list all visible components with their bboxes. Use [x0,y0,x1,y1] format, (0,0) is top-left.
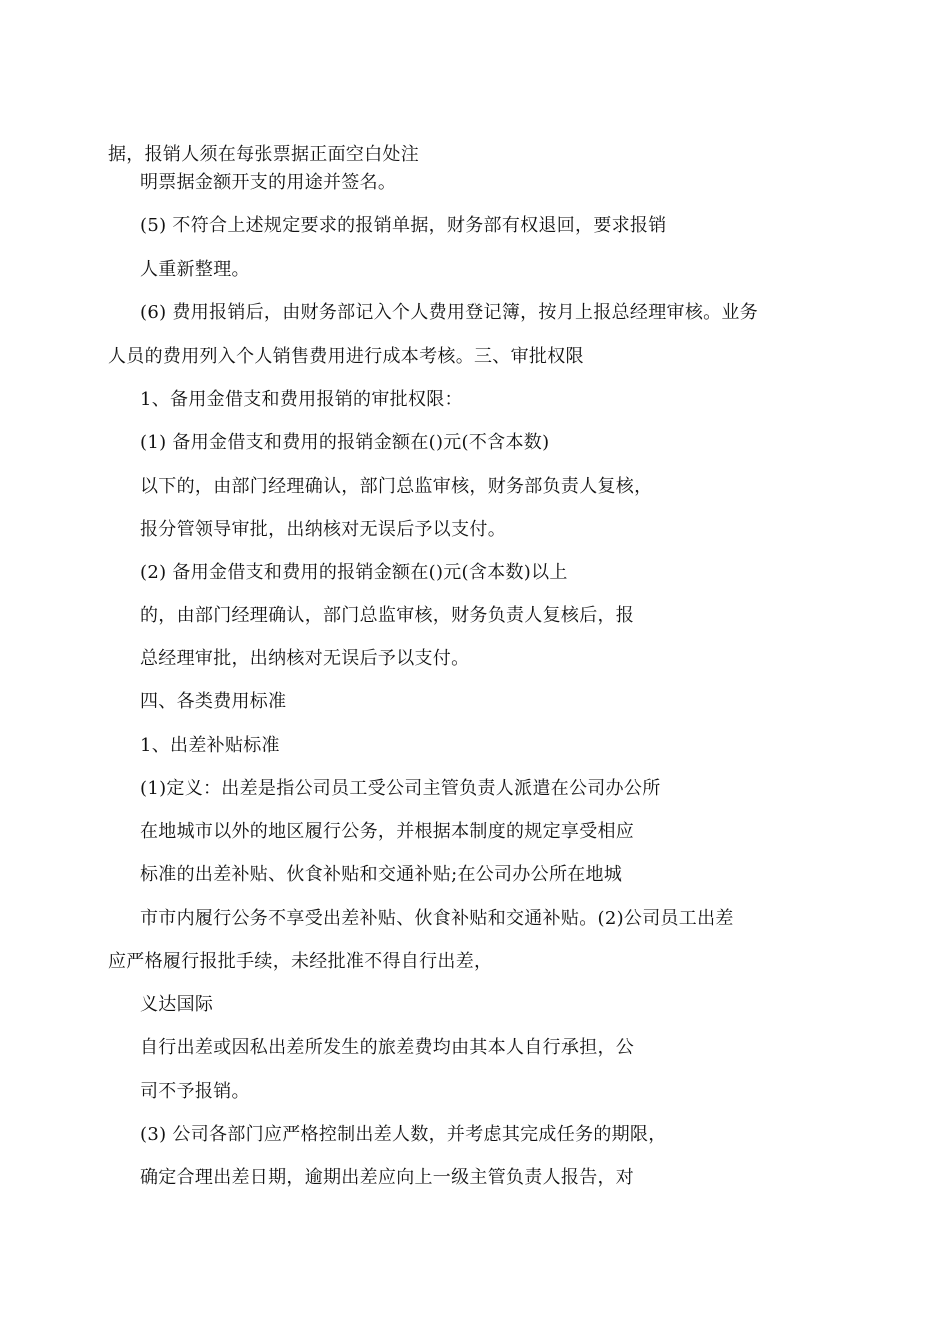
text-line: 标准的出差补贴、伙食补贴和交通补贴;在公司办公所在地城 [140,864,623,885]
text-line: 总经理审批，出纳核对无误后予以支付。 [140,648,470,669]
text-line: 报分管领导审批，出纳核对无误后予以支付。 [140,519,506,540]
text-line: 自行出差或因私出差所发生的旅差费均由其本人自行承担，公 [140,1037,635,1058]
text-line: 确定合理出差日期，逾期出差应向上一级主管负责人报告，对 [140,1167,635,1188]
text-line: 应严格履行报批手续，未经批准不得自行出差， [108,951,493,972]
text-line: (1)定义：出差是指公司员工受公司主管负责人派遣在公司办公所 [140,778,661,799]
text-line: 司不予报销。 [140,1081,250,1102]
text-line: 的，由部门经理确认，部门总监审核，财务负责人复核后，报 [140,605,635,626]
text-line: (6) 费用报销后，由财务部记入个人费用登记簿，按月上报总经理审核。业务 [140,302,759,323]
text-line: 市市内履行公务不享受出差补贴、伙食补贴和交通补贴。(2)公司员工出差 [140,908,734,929]
text-line: (2) 备用金借支和费用的报销金额在()元(含本数)以上 [140,562,568,583]
text-line: (3) 公司各部门应严格控制出差人数，并考虑其完成任务的期限， [140,1124,667,1145]
text-line: (5) 不符合上述规定要求的报销单据，财务部有权退回，要求报销 [140,215,667,236]
section-heading: 四、各类费用标准 [140,691,287,712]
text-line: (1) 备用金借支和费用的报销金额在()元(不含本数) [140,432,550,453]
text-line: 人重新整理。 [140,259,250,280]
watermark-text: 义达国际 [140,994,214,1015]
text-line: 明票据金额开支的用途并签名。 [140,172,397,193]
text-line: 在地城市以外的地区履行公务，并根据本制度的规定享受相应 [140,821,635,842]
subsection-heading: 1、出差补贴标准 [140,735,280,756]
text-line: 据，报销人须在每张票据正面空白处注 [108,144,420,165]
text-line: 以下的，由部门经理确认，部门总监审核，财务部负责人复核， [140,476,653,497]
text-line: 人员的费用列入个人销售费用进行成本考核。三、审批权限 [108,346,584,367]
text-line: 1、备用金借支和费用报销的审批权限： [140,389,463,410]
